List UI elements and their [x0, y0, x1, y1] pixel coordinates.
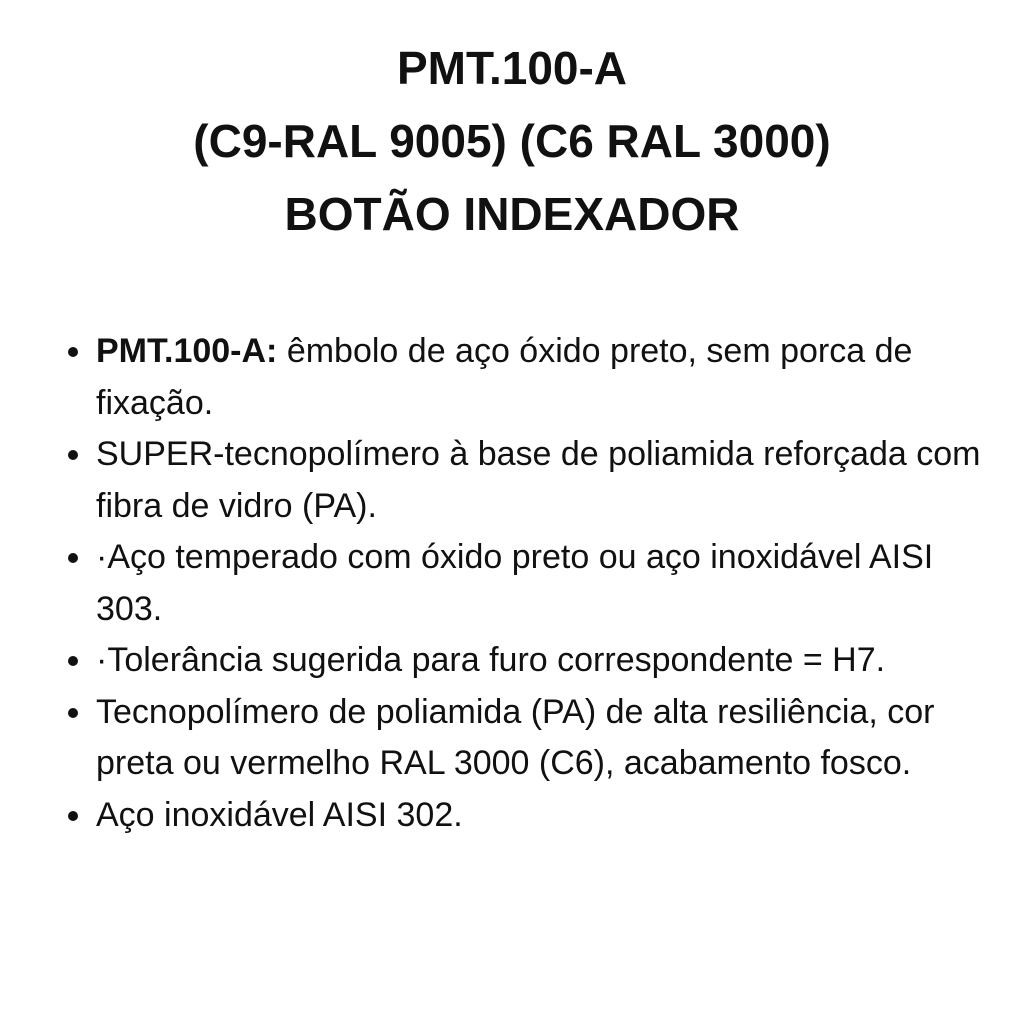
spec-item-super-technopolymer	[96, 429, 996, 532]
spec-text: ·Aço temperado com óxido preto ou aço inoxidável AISI 303.	[96, 538, 934, 628]
bullet-icon	[68, 708, 78, 718]
bullet-icon	[68, 553, 78, 563]
bullet-icon	[68, 811, 78, 821]
spec-item-stainless-steel	[96, 790, 996, 842]
product-title	[0, 32, 1024, 251]
spec-text: êmbolo de aço óxido preto, sem porca de fixação.	[96, 332, 913, 422]
spec-item-steel	[96, 532, 996, 635]
spec-list	[96, 326, 996, 841]
spec-text: Tecnopolímero de poliamida (PA) de alta resiliência, cor preta ou vermelho RAL 3000 (C6), acabamento fosco.	[96, 692, 935, 782]
spec-text: Aço inoxidável AISI 302.	[96, 795, 463, 834]
bullet-icon	[68, 450, 78, 460]
title-line-name: BOTÃO INDEXADOR	[284, 188, 740, 240]
spec-item-tolerance	[96, 635, 996, 687]
bullet-icon	[68, 656, 78, 666]
spec-text: ·Tolerância sugerida para furo correspondente = H7.	[96, 641, 886, 679]
spec-item-technopolymer	[96, 687, 996, 790]
spec-item-plunger	[96, 326, 996, 429]
spec-text: SUPER-tecnopolímero à base de poliamida reforçada com fibra de vidro (PA).	[96, 435, 981, 525]
title-line-code: PMT.100-A	[396, 42, 628, 94]
title-line-colors: (C9-RAL 9005) (C6 RAL 3000)	[193, 115, 831, 167]
bullet-icon	[68, 347, 78, 357]
spec-label: PMT.100-A:	[96, 332, 278, 370]
